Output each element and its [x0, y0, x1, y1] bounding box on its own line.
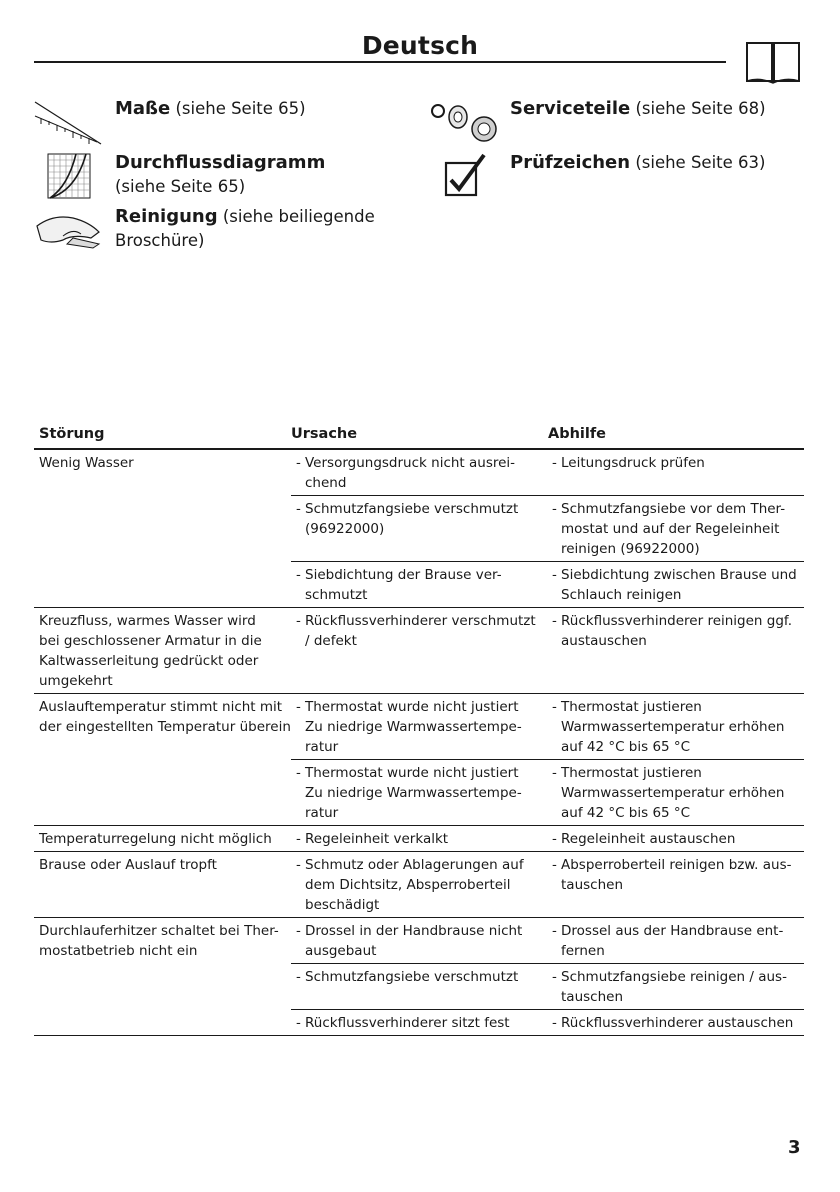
cause-text: Versorgungsdruck nicht ausrei- chend: [305, 455, 516, 491]
remedy-cell: [548, 496, 804, 561]
info-dimensions: Maße (siehe Seite 65): [115, 98, 306, 119]
cause-text: Regeleinheit verkalkt: [305, 831, 449, 847]
bullet-dash: -: [296, 923, 301, 939]
remedy-cell: [548, 562, 804, 607]
bullet-dash: -: [552, 613, 557, 629]
table-row: [34, 918, 804, 1036]
page-title: Deutsch: [361, 31, 479, 60]
table-row: [34, 694, 804, 826]
cause-remedy-list: [291, 450, 804, 607]
cause-remedy-row: [291, 852, 804, 917]
info-flow-diagram: Durchflussdiagramm (siehe Seite 65): [115, 152, 326, 196]
cause-remedy-row: [291, 826, 804, 851]
cause-remedy-list: [291, 918, 804, 1035]
bullet-dash: -: [296, 501, 301, 517]
cause-cell: [291, 694, 548, 759]
remedy-cell: [548, 964, 804, 1009]
bullet-dash: -: [552, 501, 557, 517]
cause-cell: [291, 608, 548, 653]
bullet-dash: -: [552, 567, 557, 583]
cause-remedy-row: [291, 760, 804, 825]
bullet-dash: -: [296, 613, 301, 629]
cause-cell: [291, 852, 548, 917]
table-row: [34, 608, 804, 694]
cause-cell: [291, 964, 548, 1009]
table-row: [34, 852, 804, 918]
cause-remedy-row: [291, 964, 804, 1010]
remedy-text: Leitungsdruck prüfen: [561, 455, 705, 471]
cause-remedy-row: [291, 918, 804, 964]
remedy-cell: [548, 450, 804, 495]
malfunction-cell: Auslauftemperatur stimmt nicht mit der eingestellten Temperatur überein: [39, 699, 291, 735]
bullet-dash: -: [296, 1015, 301, 1031]
bullet-dash: -: [296, 567, 301, 583]
remedy-cell: [548, 760, 804, 825]
cause-remedy-row: [291, 608, 804, 653]
bullet-dash: -: [552, 699, 557, 715]
table-row: [34, 826, 804, 852]
cause-text: Schmutz oder Ablagerungen auf dem Dichtsitz, Absperroberteil beschädigt: [305, 857, 524, 913]
book-icon: [744, 37, 802, 85]
remedy-cell: [548, 826, 804, 851]
cleaning-hand-icon: [33, 208, 105, 250]
bullet-dash: -: [296, 969, 301, 985]
cause-cell: [291, 1010, 548, 1035]
cause-remedy-row: [291, 694, 804, 760]
info-test-marks: Prüfzeichen (siehe Seite 63): [510, 152, 766, 173]
remedy-text: Regeleinheit austauschen: [561, 831, 736, 847]
cause-text: Thermostat wurde nicht justiert Zu niedrige Warmwassertempe- ratur: [305, 765, 522, 821]
cause-remedy-row: [291, 450, 804, 496]
cause-cell: [291, 826, 548, 851]
cause-text: Thermostat wurde nicht justiert Zu niedrige Warmwassertempe- ratur: [305, 699, 522, 755]
malfunction-cell: Durchlauferhitzer schaltet bei Ther- mostatbetrieb nicht ein: [39, 923, 279, 959]
bullet-dash: -: [296, 857, 301, 873]
malfunction-cell: Kreuzfluss, warmes Wasser wird bei geschlossener Armatur in die Kaltwasserleitung gedrückt oder umgekehrt: [39, 613, 262, 689]
table-row: [34, 450, 804, 608]
bullet-dash: -: [552, 765, 557, 781]
troubleshooting-table: [34, 420, 804, 1036]
info-service-parts: Serviceteile (siehe Seite 68): [510, 98, 766, 119]
remedy-text: Drossel aus der Handbrause ent- fernen: [561, 923, 784, 959]
bullet-dash: -: [296, 831, 301, 847]
cause-cell: [291, 450, 548, 495]
bullet-dash: -: [552, 831, 557, 847]
header-remedy: Abhilfe: [548, 426, 607, 442]
remedy-cell: [548, 694, 804, 759]
cause-text: Rückflussverhinderer sitzt fest: [305, 1015, 510, 1031]
remedy-text: Schmutzfangsiebe reinigen / aus- tauschen: [561, 969, 787, 1005]
bullet-dash: -: [296, 455, 301, 471]
bullet-dash: -: [552, 1015, 557, 1031]
remedy-text: Thermostat justieren Warmwassertemperatur erhöhen auf 42 °C bis 65 °C: [561, 699, 785, 755]
remedy-text: Schmutzfangsiebe vor dem Ther- mostat und auf der Regeleinheit reinigen (96922000): [561, 501, 786, 557]
service-parts-icon: [428, 97, 500, 143]
cause-remedy-list: [291, 826, 804, 851]
cause-remedy-list: [291, 694, 804, 825]
cause-text: Rückflussverhinderer verschmutzt / defekt: [305, 613, 536, 649]
bullet-dash: -: [552, 969, 557, 985]
table-body: [34, 450, 804, 1036]
malfunction-cell: Temperaturregelung nicht möglich: [39, 831, 272, 847]
cause-text: Siebdichtung der Brause ver- schmutzt: [305, 567, 502, 603]
remedy-text: Rückflussverhinderer reinigen ggf. austauschen: [561, 613, 792, 649]
page-number: 3: [788, 1137, 801, 1158]
cause-cell: [291, 496, 548, 561]
cause-remedy-row: [291, 562, 804, 607]
cause-remedy-list: [291, 852, 804, 917]
cause-cell: [291, 918, 548, 963]
cause-remedy-row: [291, 496, 804, 562]
remedy-text: Thermostat justieren Warmwassertemperatur erhöhen auf 42 °C bis 65 °C: [561, 765, 785, 821]
cause-remedy-row: [291, 1010, 804, 1035]
info-cleaning: Reinigung (siehe beiliegende Broschüre): [115, 206, 375, 250]
cause-text: Drossel in der Handbrause nicht ausgebaut: [305, 923, 523, 959]
cause-cell: [291, 760, 548, 825]
bullet-dash: -: [296, 699, 301, 715]
bullet-dash: -: [552, 455, 557, 471]
bullet-dash: -: [552, 923, 557, 939]
cause-cell: [291, 562, 548, 607]
ruler-icon: [33, 100, 103, 146]
test-mark-checkbox-icon: [444, 153, 490, 199]
remedy-text: Rückflussverhinderer austauschen: [561, 1015, 794, 1031]
remedy-cell: [548, 852, 804, 917]
bullet-dash: -: [552, 857, 557, 873]
table-header: [34, 420, 804, 450]
malfunction-cell: Wenig Wasser: [39, 455, 134, 471]
remedy-cell: [548, 918, 804, 963]
remedy-cell: [548, 1010, 804, 1035]
remedy-text: Absperroberteil reinigen bzw. aus- tauschen: [561, 857, 792, 893]
cause-text: Schmutzfangsiebe verschmutzt: [305, 969, 519, 985]
cause-remedy-list: [291, 608, 804, 693]
malfunction-cell: Brause oder Auslauf tropft: [39, 857, 217, 873]
header-rule: [34, 61, 726, 63]
bullet-dash: -: [296, 765, 301, 781]
flow-diagram-icon: [46, 152, 92, 200]
cause-text: Schmutzfangsiebe verschmutzt (96922000): [305, 501, 519, 537]
remedy-cell: [548, 608, 804, 653]
remedy-text: Siebdichtung zwischen Brause und Schlauch reinigen: [561, 567, 797, 603]
header-malfunction: Störung: [39, 426, 105, 442]
header-cause: Ursache: [291, 426, 358, 442]
